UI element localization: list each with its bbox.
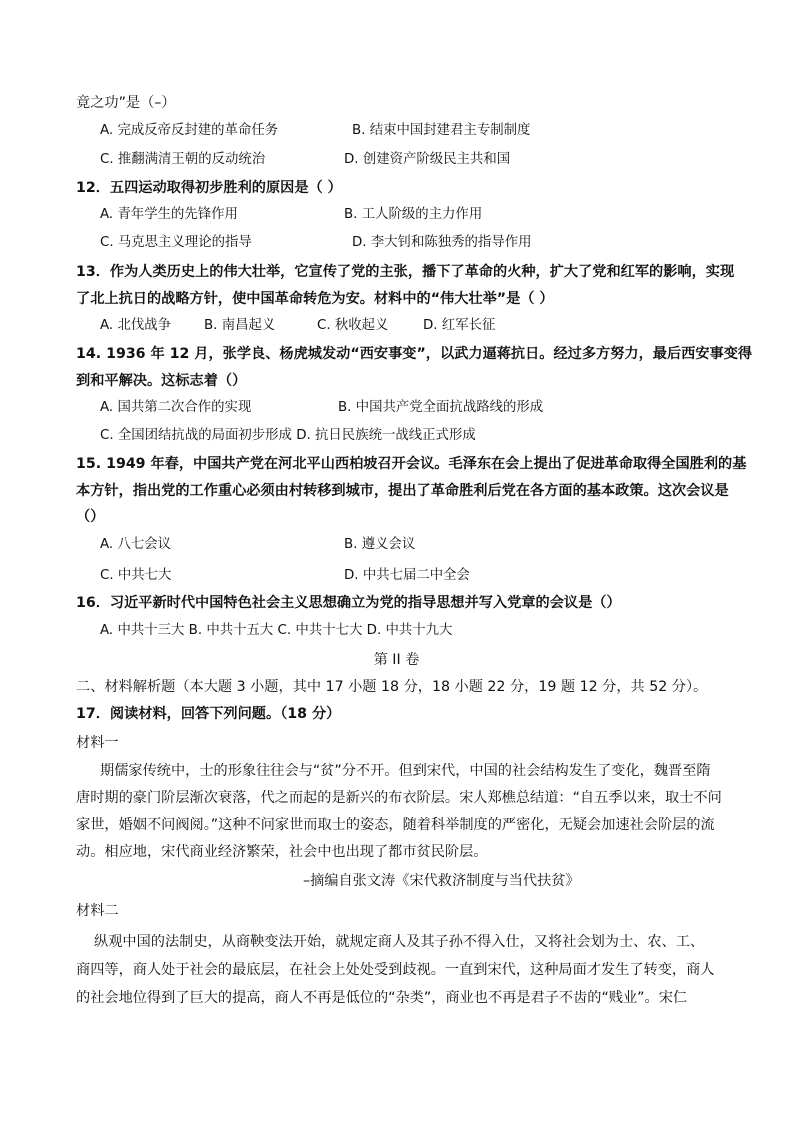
q15-stem-line1: 15. 1949 年春，中国共产党在河北平山西柏坡召开会议。毛泽东在会上提出了促进革命取得全国胜利的基 (76, 456, 747, 472)
q15-stem-line3: （） (76, 509, 105, 525)
q17-material2-line1: 纵观中国的法制史，从商鞅变法开始，就规定商人及其子孙不得入仕，又将社会划为士、农、工、 (94, 934, 705, 950)
q17-material1-line3: 家世，婚姻不问阀阅。”这种不问家世而取士的姿态，随着科举制度的严密化，无疑会加速社会阶层的流 (76, 817, 715, 833)
q13-stem-line2: 了北上抗日的战略方针，使中国革命转危为安。材料中的“伟大壮举”是（ ） (76, 291, 554, 307)
q12-option-a: A. 青年学生的先锋作用 (100, 207, 238, 222)
q13-option-c: C. 秋收起义 (317, 318, 389, 333)
q11-option-b: B. 结束中国封建君主专制制度 (352, 123, 531, 138)
q15-stem-line2: 本方针，指出党的工作重心必须由村转移到城市，提出了革命胜利后党在各方面的基本政策。这次会议是 (76, 483, 729, 499)
q14-option-cd: C. 全国团结抗战的局面初步形成 D. 抗日民族统一战线正式形成 (100, 428, 476, 443)
q17-stem: 17．阅读材料，回答下列问题。（18 分） (76, 706, 341, 722)
q15-option-b: B. 遵义会议 (344, 537, 416, 552)
q17-material2-label: 材料二 (76, 903, 119, 919)
q14-stem-line1: 14. 1936 年 12 月，张学良、杨虎城发动“西安事变”，以武力逼蒋抗日。经过多方努力，最后西安事变得 (76, 346, 753, 362)
q15-option-d: D. 中共七届二中全会 (344, 568, 470, 583)
q17-material1-line1: 期儒家传统中，士的形象往往会与“贫”分不开。但到宋代，中国的社会结构发生了变化，魏晋至隋 (100, 763, 711, 779)
q14-option-b: B. 中国共产党全面抗战路线的形成 (338, 400, 544, 415)
q13-stem-line1: 13．作为人类历史上的伟大壮举，它宣传了党的主张，播下了革命的火种，扩大了党和红军的影响，实现 (76, 264, 735, 280)
q13-option-b: B. 南昌起义 (204, 318, 276, 333)
q17-material2-line2: 商四等，商人处于社会的最底层，在社会上处处受到歧视。一直到宋代，这种局面才发生了转变，商人 (76, 962, 715, 978)
q11-stem-tail: 竟之功”是（–） (76, 95, 176, 111)
part2-heading: 二、材料解析题（本大题 3 小题，其中 17 小题 18 分，18 小题 22 分，19 题 12 分，共 52 分）。 (76, 679, 708, 695)
q16-options: A. 中共十三大 B. 中共十五大 C. 中共十七大 D. 中共十九大 (100, 623, 453, 638)
q15-option-a: A. 八七会议 (100, 537, 171, 552)
q11-option-c: C. 推翻满清王朝的反动统治 (100, 152, 266, 167)
q12-option-c: C. 马克思主义理论的指导 (100, 235, 252, 250)
q11-option-d: D. 创建资产阶级民主共和国 (344, 152, 511, 167)
q17-material1-line4: 动。相应地，宋代商业经济繁荣，社会中也出现了都市贫民阶层。 (76, 844, 488, 860)
q13-option-d: D. 红军长征 (423, 318, 496, 333)
q12-option-d: D. 李大钊和陈独秀的指导作用 (352, 235, 532, 250)
q14-stem-line2: 到和平解决。这标志着（） (76, 373, 247, 389)
q11-option-a: A. 完成反帝反封建的革命任务 (100, 123, 279, 138)
q12-option-b: B. 工人阶级的主力作用 (344, 207, 483, 222)
q17-material2-line3: 的社会地位得到了巨大的提高，商人不再是低位的“杂类”，商业也不再是君子不齿的“贱业”。宋仁 (76, 990, 688, 1006)
q17-material1-line2: 唐时期的豪门阶层渐次衰落，代之而起的是新兴的布衣阶层。宋人郑樵总结道：“自五季以来，取士不问 (76, 790, 722, 806)
q12-stem: 12．五四运动取得初步胜利的原因是（ ） (76, 180, 342, 196)
q14-option-a: A. 国共第二次合作的实现 (100, 400, 252, 415)
q13-option-a: A. 北伐战争 (100, 318, 171, 333)
q17-material1-label: 材料一 (76, 735, 119, 751)
q17-material1-source: –摘编自张文涛《宋代救济制度与当代扶贫》 (303, 873, 580, 889)
part2-title: 第 II 卷 (373, 652, 420, 668)
q16-stem: 16．习近平新时代中国特色社会主义思想确立为党的指导思想并写入党章的会议是（） (76, 595, 621, 611)
q15-option-c: C. 中共七大 (100, 568, 172, 583)
